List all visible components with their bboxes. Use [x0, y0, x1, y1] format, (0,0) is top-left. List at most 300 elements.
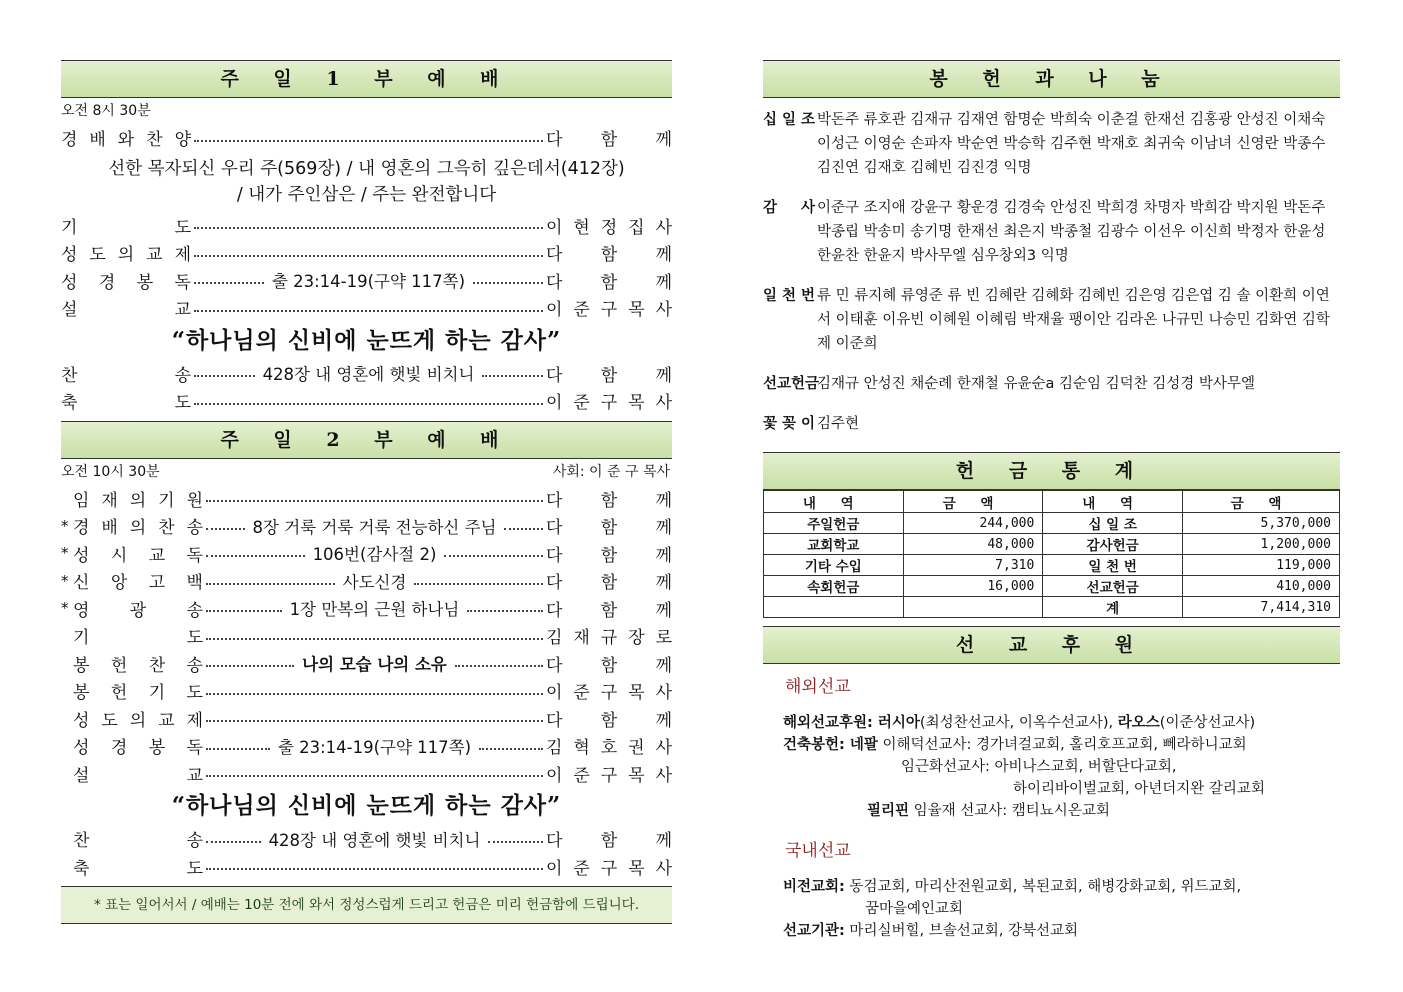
- char: 찬: [73, 831, 90, 852]
- char: 고: [148, 573, 166, 594]
- order-row: [61, 595, 672, 623]
- char: 다: [546, 831, 563, 852]
- offering-group: [763, 108, 1340, 180]
- dots: [206, 500, 543, 502]
- order-label: [73, 651, 203, 676]
- order-label: [61, 213, 191, 238]
- service2-time-text: 오전 10시 30분: [61, 463, 160, 480]
- char: 께: [655, 545, 672, 566]
- dot-leader: [194, 249, 543, 257]
- char: 구: [600, 300, 618, 321]
- dots: [206, 693, 543, 695]
- order-row: [61, 825, 672, 853]
- mission-header: 선 교 후 원: [763, 626, 1340, 664]
- dots: [488, 841, 543, 843]
- overseas-mission-title: 해외선교: [785, 677, 851, 697]
- offering-category: [763, 108, 817, 180]
- char: 재: [573, 628, 590, 649]
- char: 배: [89, 130, 106, 151]
- service2-header: 주 일 2 부 예 배: [61, 421, 672, 459]
- mission-line: [783, 734, 1340, 756]
- stats-item: 교회학교: [764, 534, 904, 555]
- service2-sermon-title: “하나님의 신비에 눈뜨게 하는 감사”: [171, 792, 562, 819]
- offering-category: [763, 412, 817, 436]
- service1-hymns: [61, 152, 672, 212]
- char: 독: [174, 272, 191, 293]
- char: 함: [600, 130, 618, 151]
- char: 와: [117, 130, 135, 151]
- char: 이: [546, 217, 563, 238]
- mission-text: 임율재 선교사: 캠티뇨시온교회: [909, 803, 1110, 819]
- char: 감: [763, 200, 778, 216]
- char: 다: [546, 600, 563, 621]
- char: 구: [600, 393, 618, 414]
- mission-text: 동검교회, 마리산전원교회, 복된교회, 해병강화교회, 위드교회,: [844, 879, 1242, 895]
- order-row: [61, 677, 672, 705]
- service2-time: [61, 459, 672, 485]
- order-label: [73, 623, 203, 648]
- char: 광: [129, 600, 147, 621]
- dots: [194, 255, 543, 257]
- order-label: [73, 596, 203, 621]
- char: 호: [600, 738, 618, 759]
- stats-amount: 410,000: [1182, 576, 1339, 597]
- order-label: [73, 568, 203, 593]
- char: 현: [573, 217, 590, 238]
- char: 축: [61, 393, 78, 414]
- char: 영: [73, 600, 90, 621]
- dot-leader: [194, 268, 543, 292]
- char: 도: [174, 393, 191, 414]
- dot-leader: [206, 632, 543, 640]
- dot-leader: [194, 221, 543, 229]
- domestic-mission-title: 국내선교: [785, 841, 851, 861]
- hymn-line: / 내가 주인삼은 / 주는 완전합니다: [236, 184, 497, 205]
- order-performer: [546, 268, 672, 293]
- char: 교: [158, 710, 175, 731]
- dot-leader: [206, 687, 543, 695]
- order-performer: [546, 568, 672, 593]
- order-row: [61, 124, 672, 152]
- char: 번: [800, 288, 815, 304]
- char: 경: [98, 272, 116, 293]
- order-detail: 나의 모습 나의 소유: [302, 655, 447, 675]
- order-performer: [546, 486, 672, 511]
- char: 꽂: [781, 416, 796, 432]
- offering-group: [763, 372, 1340, 396]
- char: 다: [546, 573, 563, 594]
- dot-leader: [206, 596, 543, 620]
- char: 성: [73, 738, 90, 759]
- char: 다: [546, 490, 563, 511]
- order-performer: [546, 388, 672, 413]
- char: 의: [117, 245, 135, 266]
- char: 혁: [573, 738, 590, 759]
- order-detail: 1장 만복의 근원 하나님: [289, 600, 460, 620]
- char: 목: [628, 393, 645, 414]
- char: 사: [655, 393, 672, 414]
- char: 다: [546, 710, 563, 731]
- dot-leader: [194, 304, 543, 312]
- dots: [206, 775, 543, 777]
- order-label: [73, 826, 203, 851]
- char: 봉: [148, 738, 166, 759]
- stats-column-header: 내 역: [764, 491, 904, 513]
- order-row: [61, 360, 672, 388]
- dot-leader: [206, 734, 543, 758]
- stats-header: 헌 금 통 계: [763, 452, 1340, 490]
- char: 교: [186, 765, 203, 786]
- char: 의: [129, 518, 147, 539]
- dots: [414, 583, 543, 585]
- stats-item: [764, 597, 904, 618]
- char: 다: [546, 365, 563, 386]
- char: 의: [129, 490, 147, 511]
- offering-names: 김재규 안성진 채순례 한재철 유윤순a 김순임 김덕찬 김성경 박사무엘: [817, 376, 1255, 392]
- dot-leader: [206, 827, 543, 851]
- char: 성: [61, 245, 78, 266]
- dots: [479, 748, 543, 750]
- char: 규: [600, 628, 618, 649]
- char: 집: [628, 217, 645, 238]
- right-column: [763, 60, 1340, 942]
- order-row: [61, 622, 672, 650]
- char: 함: [600, 655, 618, 676]
- char: 구: [600, 683, 618, 704]
- dots: [206, 555, 305, 557]
- char: 경: [61, 130, 78, 151]
- char: 함: [600, 831, 618, 852]
- char: 봉: [73, 683, 90, 704]
- dots: [194, 310, 543, 312]
- dots: [194, 227, 543, 229]
- dots: [467, 610, 543, 612]
- char: 송: [186, 655, 203, 676]
- char: 이: [546, 765, 563, 786]
- stats-item: 계: [1043, 597, 1183, 618]
- stats-row: [764, 555, 1340, 576]
- char: 성: [73, 545, 90, 566]
- char: 봉: [136, 272, 154, 293]
- stand-marker: *: [61, 516, 69, 535]
- dots: [206, 868, 543, 870]
- left-column: [61, 60, 672, 924]
- char: 준: [573, 393, 590, 414]
- dot-leader: [206, 714, 543, 722]
- mission-line: [783, 756, 1340, 778]
- char: 기: [148, 683, 166, 704]
- mission-text: 이해덕선교사: 경가녀걸교회, 홀리호프교회, 뻬라하니교회: [877, 737, 1247, 753]
- order-performer: [546, 733, 672, 758]
- char: 송: [186, 831, 203, 852]
- offering-group: [763, 284, 1340, 356]
- char: 김: [546, 628, 563, 649]
- char: 사: [800, 200, 815, 216]
- order-row: [61, 705, 672, 733]
- mission-text: 하이리바이벌교회, 아년더지완 갈리교회: [1013, 781, 1265, 797]
- order-label: [61, 388, 191, 413]
- dots: [206, 841, 261, 843]
- char: 찬: [158, 518, 175, 539]
- char: 함: [600, 600, 618, 621]
- char: 구: [600, 858, 618, 879]
- dot-leader: [206, 494, 543, 502]
- char: 도: [174, 217, 191, 238]
- char: 께: [655, 490, 672, 511]
- char: 도: [186, 683, 203, 704]
- order-label: [61, 295, 191, 320]
- char: 께: [655, 573, 672, 594]
- order-label: [73, 513, 203, 538]
- stats-amount: 1,200,000: [1182, 534, 1339, 555]
- offering-names: 김주현: [817, 416, 860, 432]
- mission-line: [783, 800, 1340, 822]
- order-row: [61, 567, 672, 595]
- char: 시: [110, 545, 128, 566]
- char: 성: [73, 710, 90, 731]
- char: 설: [61, 300, 78, 321]
- stats-row: [764, 597, 1340, 618]
- char: 로: [655, 628, 672, 649]
- offering-names: 이준구 조지애 강윤구 황운경 김경숙 안성진 박희경 차명자 박희감 박지원 박돈주 박종립 박송미 송기명 한재선 최은지 박종철 김광수 이선우 이신희 박정자 한윤성 한윤찬 한윤지 박사무엘 심우창외3 익명: [817, 200, 1326, 264]
- order-performer: [546, 596, 672, 621]
- char: 께: [655, 272, 672, 293]
- dots: [504, 528, 543, 530]
- stats-item: 속회헌금: [764, 576, 904, 597]
- dots: [206, 638, 543, 640]
- order-row: [61, 387, 672, 415]
- stats-amount: 48,000: [903, 534, 1043, 555]
- dots: [206, 748, 270, 750]
- dots: [206, 720, 543, 722]
- hymn-line: 선한 목자되신 우리 주(569장) / 내 영혼의 그윽히 깊은데서(412장): [108, 158, 625, 179]
- order-performer: [546, 295, 672, 320]
- order-performer: [546, 854, 672, 879]
- char: 송: [174, 365, 191, 386]
- dot-leader: [194, 397, 543, 405]
- order-performer: [546, 651, 672, 676]
- order-label: [61, 268, 191, 293]
- char: 헌: [110, 655, 128, 676]
- order-row: [61, 212, 672, 240]
- char: 송: [186, 600, 203, 621]
- char: 함: [600, 490, 618, 511]
- char: 기: [158, 490, 175, 511]
- order-row: [61, 267, 672, 295]
- char: 일: [763, 288, 778, 304]
- char: 찬: [61, 365, 78, 386]
- stats-item: 선교헌금: [1043, 576, 1183, 597]
- order-row: [61, 512, 672, 540]
- char: 함: [600, 365, 618, 386]
- dot-leader: [206, 862, 543, 870]
- char: 송: [186, 518, 203, 539]
- char: 도: [186, 628, 203, 649]
- order-label: [61, 361, 191, 386]
- order-performer: [546, 513, 672, 538]
- dot-leader: [206, 651, 543, 675]
- dot-leader: [194, 361, 543, 385]
- char: 의: [129, 710, 147, 731]
- mission-label: 선교기관:: [783, 923, 845, 939]
- char: 께: [655, 245, 672, 266]
- char: 목: [628, 300, 645, 321]
- char: 목: [628, 858, 645, 879]
- stats-item: 십 일 조: [1043, 513, 1183, 534]
- char: 제: [186, 710, 203, 731]
- stand-marker: *: [61, 571, 69, 590]
- char: 사: [655, 300, 672, 321]
- char: 권: [628, 738, 645, 759]
- dots: [194, 282, 264, 284]
- offering-group: [763, 412, 1340, 436]
- char: 께: [655, 600, 672, 621]
- dot-leader: [206, 514, 543, 538]
- mission-text: 임근화선교사: 아비나스교회, 버할단다교회,: [901, 759, 1177, 775]
- order-label: [73, 541, 203, 566]
- char: 께: [655, 130, 672, 151]
- stats-row: [764, 513, 1340, 534]
- char: 구: [600, 765, 618, 786]
- char: 기: [73, 628, 90, 649]
- char: 이: [800, 416, 815, 432]
- char: 께: [655, 710, 672, 731]
- mission-label: 건축봉헌: 네팔: [783, 737, 878, 753]
- dots: [473, 282, 543, 284]
- char: 조: [800, 112, 815, 128]
- offering-category: [763, 372, 820, 396]
- char: 일: [781, 112, 796, 128]
- char: 제: [174, 245, 191, 266]
- stats-column-header: 금 액: [903, 491, 1043, 513]
- order-label: [61, 125, 191, 150]
- offering-names: 류 민 류지혜 류영준 류 빈 김혜란 김혜화 김혜빈 김은영 김은엽 김 솔 이환희 이연서 이태훈 이유빈 이혜원 이혜림 박재율 팽이안 김라온 나규민 나승민 김화연 김학제 이준희: [817, 288, 1330, 352]
- char: 임: [73, 490, 90, 511]
- char: 사: [655, 217, 672, 238]
- dots: [194, 375, 255, 377]
- dots: [194, 403, 543, 405]
- char: 이: [546, 858, 563, 879]
- char: 사: [655, 683, 672, 704]
- order-performer: [546, 361, 672, 386]
- service1-header: 주 일 1 부 예 배: [61, 60, 672, 98]
- mission-label: 라오스: [1117, 715, 1160, 731]
- char: 재: [101, 490, 118, 511]
- order-row: [61, 853, 672, 881]
- stand-marker: *: [61, 544, 69, 563]
- stats-column-header: 내 역: [1043, 491, 1183, 513]
- dots: [455, 665, 543, 667]
- char: 축: [73, 858, 90, 879]
- order-row: [61, 650, 672, 678]
- char: 목: [628, 683, 645, 704]
- service2-note: * 표는 일어서서 / 예배는 10분 전에 와서 정성스럽게 드리고 헌금은 미리 헌금함에 드립니다.: [61, 886, 672, 924]
- char: 함: [600, 545, 618, 566]
- stats-column-header: 금 액: [1182, 491, 1339, 513]
- dots: [206, 583, 335, 585]
- char: 교: [174, 300, 191, 321]
- order-label: [73, 733, 203, 758]
- dots: [206, 528, 245, 530]
- char: 께: [655, 831, 672, 852]
- order-label: [73, 761, 203, 786]
- offering-names: 박돈주 류호관 김재규 김재연 함명순 박희숙 이춘걸 한재선 김홍광 안성진 이채숙 이성근 이영순 손파자 박순연 박승학 김주현 박재호 최귀숙 이남녀 신영란 박종수 김진연 김재호 김혜빈 김진경 익명: [817, 112, 1326, 176]
- char: 교: [146, 245, 163, 266]
- stats-row: [764, 534, 1340, 555]
- dot-leader: [206, 569, 543, 593]
- order-detail: 사도신경: [342, 572, 407, 592]
- dots: [206, 610, 282, 612]
- offering-category: [763, 284, 817, 356]
- mission-line: [783, 920, 1340, 942]
- char: 다: [546, 130, 563, 151]
- char: 께: [655, 365, 672, 386]
- char: 도: [101, 710, 118, 731]
- dot-leader: [206, 769, 543, 777]
- char: 께: [655, 518, 672, 539]
- char: 성: [61, 272, 78, 293]
- order-row: [61, 540, 672, 568]
- order-performer: [546, 706, 672, 731]
- order-performer: [546, 125, 672, 150]
- char: 금: [805, 376, 820, 392]
- char: 도: [186, 858, 203, 879]
- stats-item: 주일헌금: [764, 513, 904, 534]
- char: 장: [628, 628, 645, 649]
- offering-header: 봉 헌 과 나 눔: [763, 60, 1340, 98]
- mission-text: (이준상선교사): [1159, 715, 1256, 731]
- char: 양: [174, 130, 191, 151]
- char: 봉: [73, 655, 90, 676]
- order-detail: 428장 내 영혼에 햇빛 비치니: [268, 830, 481, 850]
- char: 도: [89, 245, 106, 266]
- stats-amount: 119,000: [1182, 555, 1339, 576]
- char: 신: [73, 573, 90, 594]
- order-label: [73, 678, 203, 703]
- order-row: [61, 485, 672, 513]
- char: 함: [600, 245, 618, 266]
- char: 경: [73, 518, 90, 539]
- stats-item: 감사헌금: [1043, 534, 1183, 555]
- char: 함: [600, 272, 618, 293]
- char: 준: [573, 765, 590, 786]
- stats-amount: 16,000: [903, 576, 1043, 597]
- char: 다: [546, 272, 563, 293]
- char: 준: [573, 683, 590, 704]
- mission-text: 꿈마을예인교회: [865, 901, 964, 917]
- order-detail: 출 23:14-19(구약 117쪽): [277, 737, 472, 757]
- char: 찬: [146, 130, 163, 151]
- stats-row: [764, 576, 1340, 597]
- order-performer: [546, 623, 672, 648]
- char: 김: [546, 738, 563, 759]
- order-detail: 428장 내 영혼에 햇빛 비치니: [262, 365, 475, 385]
- dots: [482, 375, 543, 377]
- offering-group: [763, 196, 1340, 268]
- char: 정: [600, 217, 618, 238]
- order-performer: [546, 240, 672, 265]
- stats-amount: 7,310: [903, 555, 1043, 576]
- char: 앙: [110, 573, 128, 594]
- dot-leader: [194, 134, 543, 142]
- stats-table: [763, 490, 1340, 618]
- stats-item: 기타 수입: [764, 555, 904, 576]
- char: 꽃: [763, 416, 778, 432]
- char: 헌: [791, 376, 806, 392]
- order-detail: 출 23:14-19(구약 117쪽): [271, 272, 466, 292]
- mission-label: 해외선교후원: 러시아: [783, 715, 920, 731]
- char: 독: [186, 545, 203, 566]
